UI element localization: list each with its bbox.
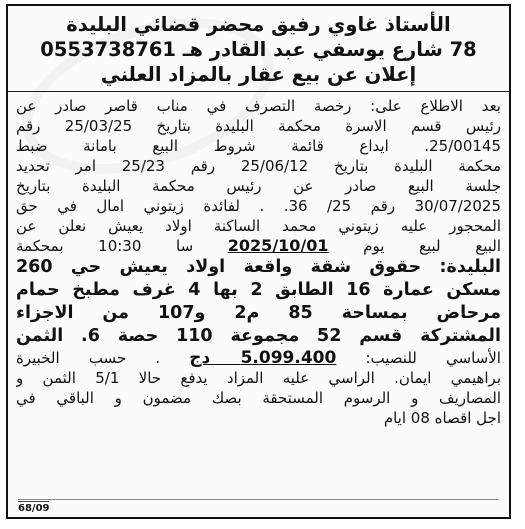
- sale-time-court: سا 10:30 بمحكمة: [16, 237, 194, 255]
- body-line: 25/00145. ايداع قائمة شروط البيع بامانة ضبط: [16, 137, 501, 155]
- body-line-sale-date: [16, 236, 501, 256]
- body-line-last: اجل اقصاه 08 ايام: [383, 409, 501, 427]
- body-line: المصاريف و الرسوم المستحقة بصك مضمون و الباقي في: [16, 389, 501, 407]
- property-line: البليدة: حقوق شقة واقعة اولاد يعيش حي 260: [16, 257, 501, 277]
- sale-intro: البيع لبيع يوم: [363, 237, 501, 255]
- property-line: مسكن عمارة 16 الطابق 2 بها 4 غرف مطبخ حمام: [16, 280, 501, 300]
- price-label: الأساسي للنصيب:: [365, 349, 501, 367]
- notice-body: [8, 92, 509, 428]
- property-line: المشتركة قسم 52 مجموعة 110 حصة 6. الثمن: [16, 326, 501, 346]
- property-line: مرحاض بمساحة 85 م2 و107 من الاجزاء: [16, 303, 501, 323]
- body-line: المحجور عليه زيتوني محمد الساكنة اولاد يعيش نعلن عن: [16, 217, 501, 235]
- body-line: محكمة البليدة بتاريخ 25/06/12 رقم 25/23 امر تحديد: [16, 157, 501, 175]
- body-line-price: [16, 348, 501, 368]
- sale-date: 2025/10/01: [227, 236, 329, 255]
- footer-divider: [18, 499, 499, 500]
- body-line: بعد الاطلاع على: رخصة التصرف في مناب قاصر صادر عن: [16, 97, 501, 115]
- auction-notice: [6, 4, 511, 519]
- body-line: رئيس قسم الاسرة محكمة البليدة بتاريخ 25/03/25 رقم: [16, 117, 501, 135]
- notice-code: 68/09: [18, 503, 50, 514]
- base-price: 5.099.400 دج: [189, 348, 337, 368]
- notice-title: إعلان عن بيع عقار بالمزاد العلني: [100, 63, 417, 86]
- body-line: براهيمي ايمان. الراسي عليه المزاد يدفع حالا 5/1 الثمن و: [16, 369, 501, 387]
- body-line: جلسة البيع صادر عن رئيس محكمة البليدة بتاريخ: [16, 177, 501, 195]
- notice-header: [8, 6, 509, 92]
- bailiff-address-phone: 78 شارع يوسفي عبد القادر هـ 0553738761: [40, 38, 477, 61]
- expert-label: . حسب الخبيرة: [16, 349, 161, 367]
- bailiff-name: الأستاذ غاوي رفيق محضر قضائي البليدة: [66, 13, 451, 36]
- body-line: 30/07/2025 رقم 25/ 36. . لفائدة زيتوني امال في حق: [16, 197, 501, 215]
